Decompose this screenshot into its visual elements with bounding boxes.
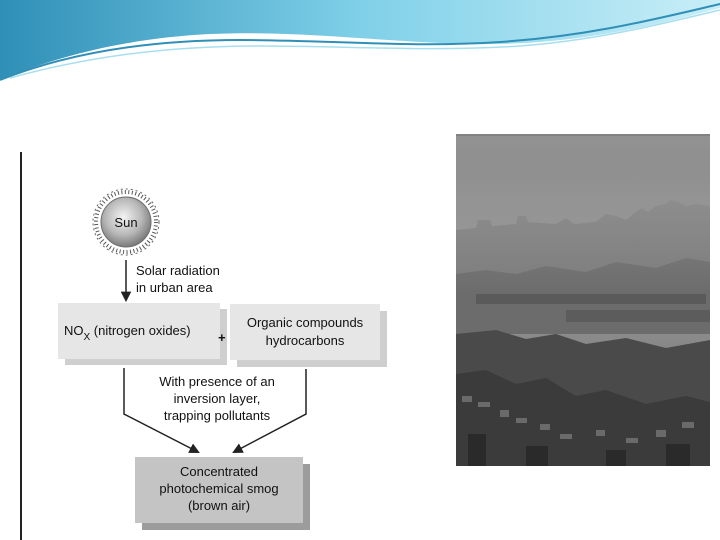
organic-label-line2: hydrocarbons — [265, 333, 345, 348]
header-wave-decoration — [0, 0, 720, 90]
condition-line1: With presence of an — [159, 374, 275, 389]
radiation-label-line2: in urban area — [136, 280, 213, 295]
organic-label-line1: Organic compounds — [246, 315, 364, 330]
nox-label: $NO_X$ (nitrogen oxides) — [64, 323, 191, 343]
smog-formation-diagram — [20, 152, 426, 540]
plus-sign: + — [218, 330, 226, 345]
smog-city-photo — [456, 134, 710, 466]
result-line2: photochemical smog — [159, 481, 279, 496]
condition-line3: trapping pollutants — [163, 408, 271, 423]
sun-label: Sun — [114, 215, 138, 230]
radiation-label-line1: Solar radiation — [136, 263, 220, 278]
condition-line2: inversion layer, — [173, 391, 261, 406]
result-line3: (brown air) — [187, 498, 251, 513]
result-line1: Concentrated — [179, 464, 259, 479]
organic-box — [230, 304, 380, 360]
nox-subscript: X — [83, 332, 91, 343]
